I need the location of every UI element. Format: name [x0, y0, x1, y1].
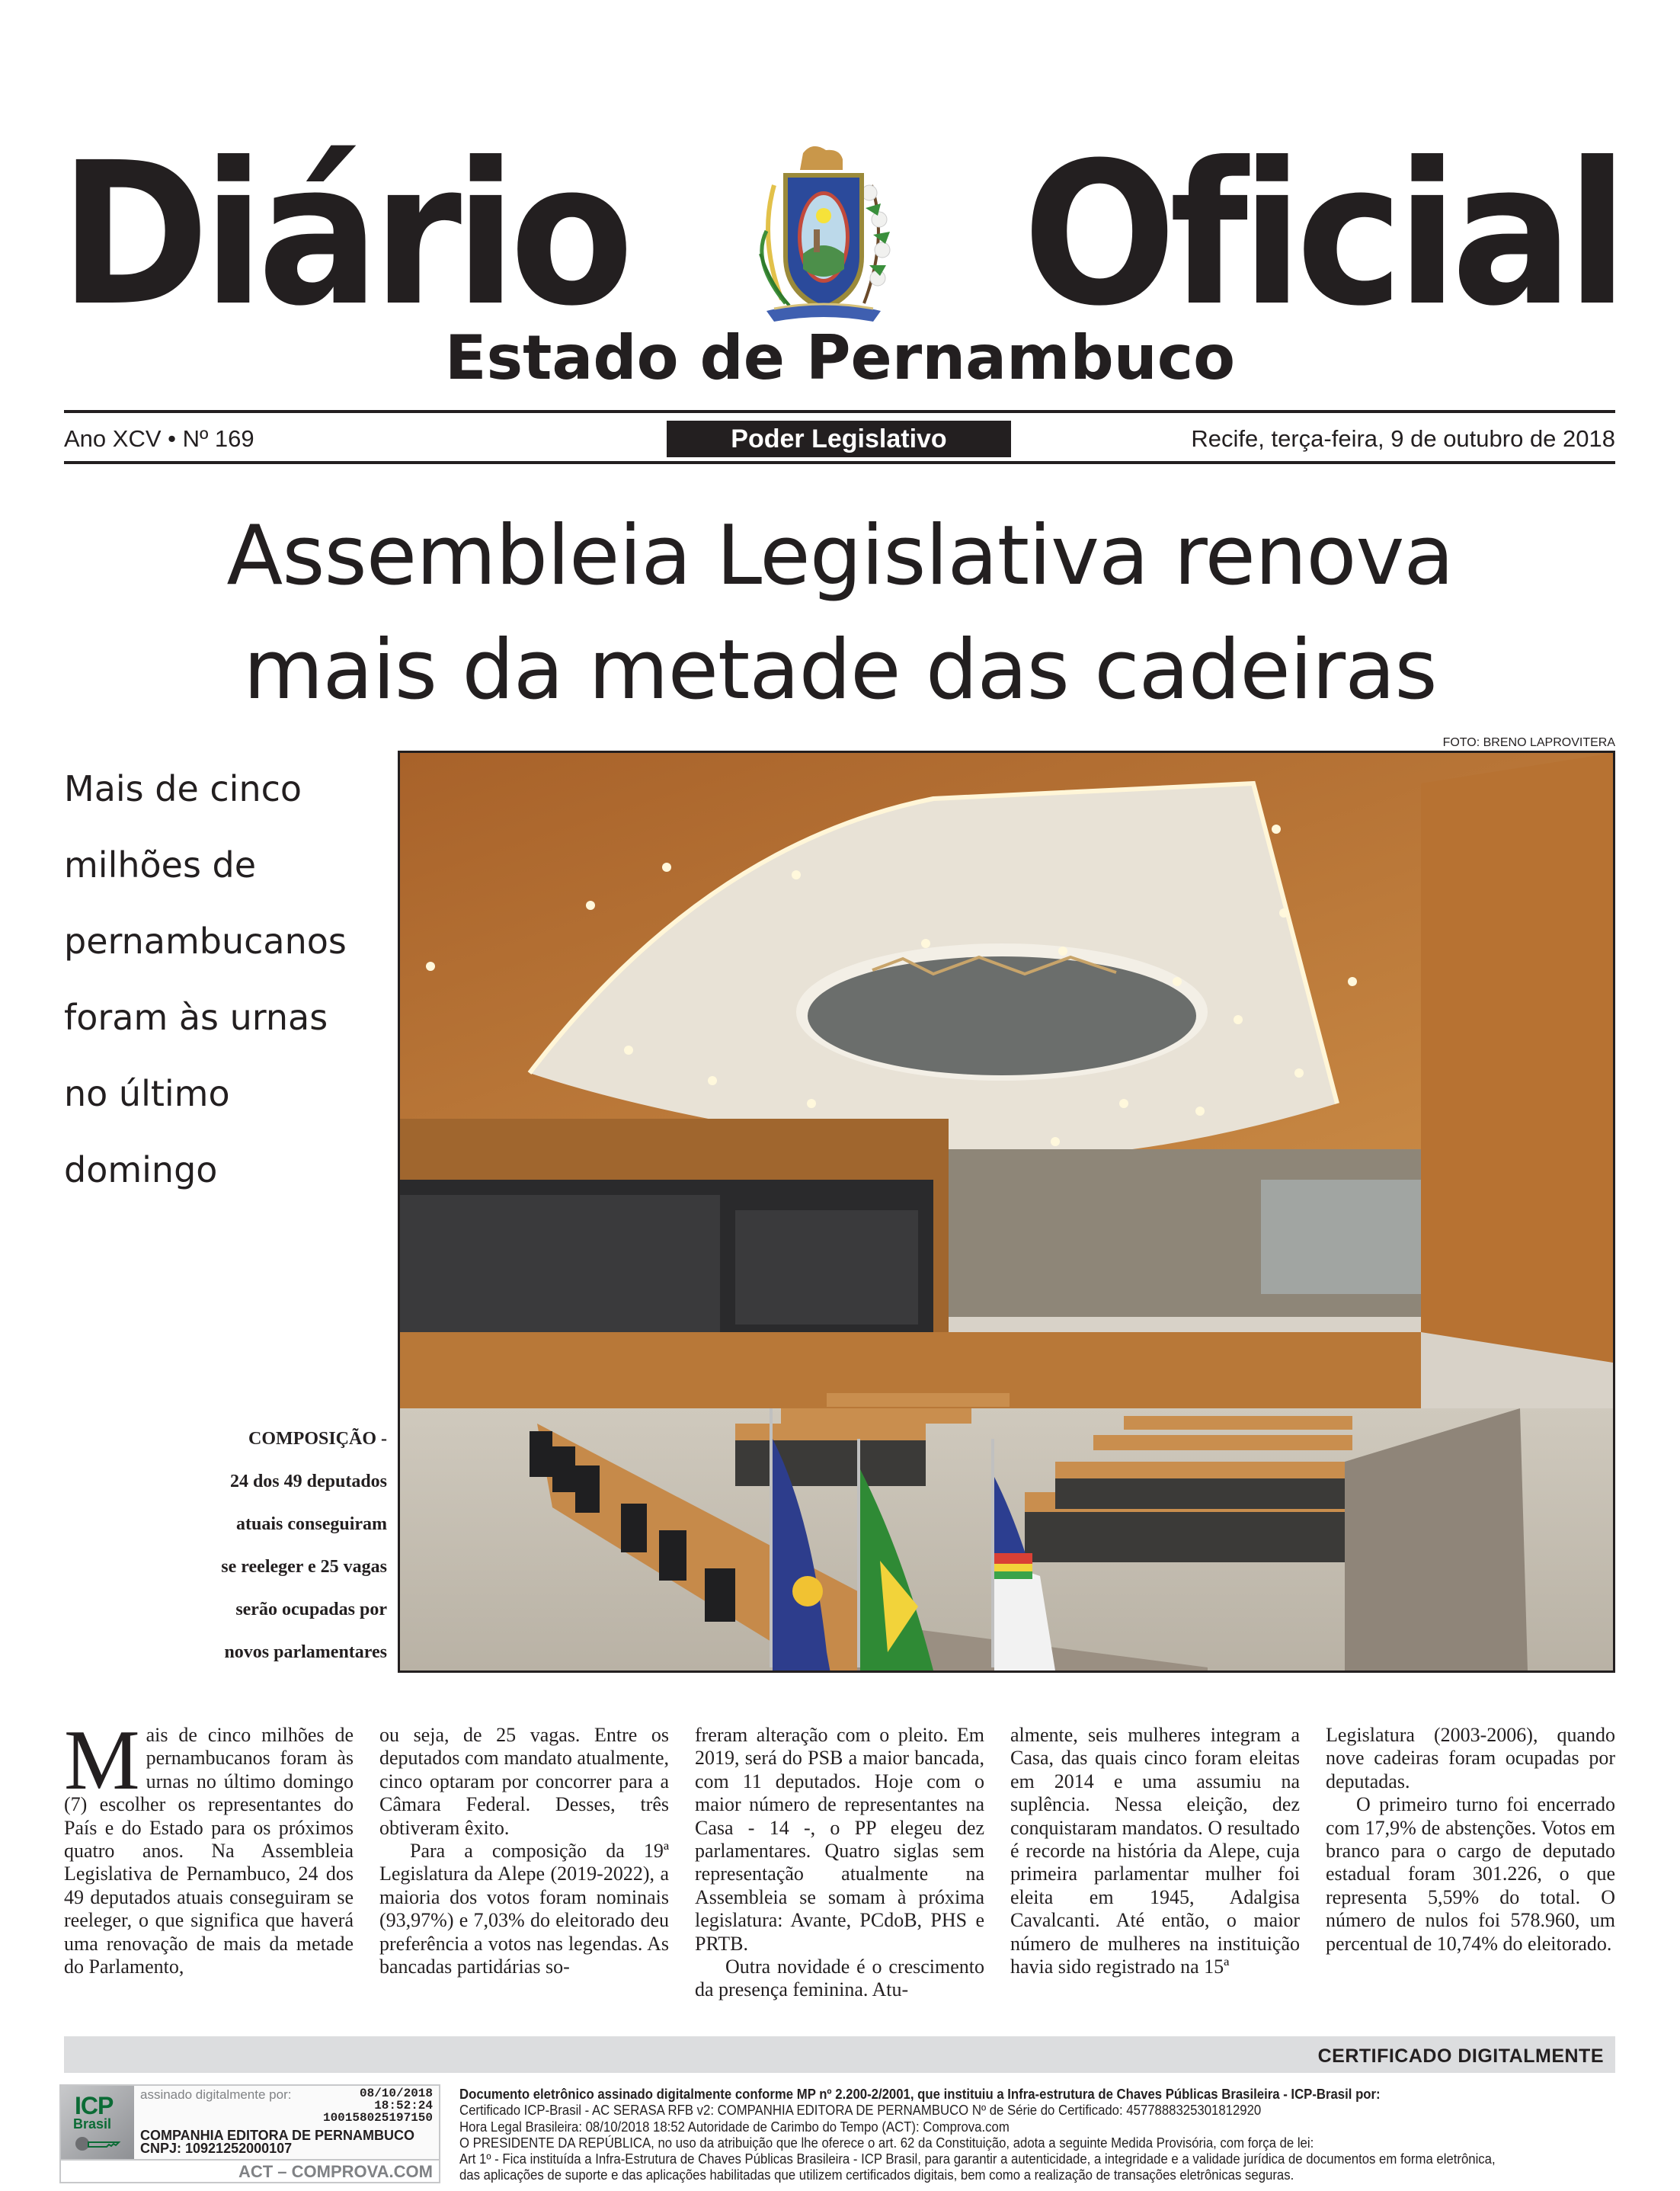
brasil-logo-text: Brasil: [73, 2116, 112, 2132]
legal-notice: [459, 2087, 1537, 2184]
company-cnpj: CNPJ: 10921252000107: [140, 2141, 293, 2156]
signature-timestamp: [323, 2087, 433, 2124]
icp-brasil-logo: [61, 2086, 134, 2159]
legal-line: Hora Legal Brasileira: 08/10/2018 18:52 Autoridade de Carimbo do Tempo (ACT): Comprova.com: [459, 2119, 1010, 2135]
article-paragraph: ou seja, de 25 vagas. Entre os deputados com mandato atualmente, cinco optaram por concorrer para a Câmara Federal. Desses, três obtiveram êxito.: [379, 1724, 669, 1839]
legal-line: O PRESIDENTE DA REPÚBLICA, no uso da atribuição que lhe oferece o art. 62 da Constituição, adota a seguinte Medida Provisória, com força de lei:: [459, 2135, 1314, 2151]
article-paragraph: ais de cinco milhões de pernambucanos foram às urnas no último domingo (7) escolher os representantes do País e do Estado para os próximos quatro anos. Na Assembleia Legislativa de Pernambuco, 24 dos 49 deputados atuais conseguiram se reeleger, o que significa que haverá uma renovação de mais da metade do Parlamento,: [64, 1724, 354, 1978]
signature-serial: 100158025197150: [322, 2111, 433, 2125]
headline-line-2: mais da metade das cadeiras: [243, 623, 1437, 718]
edition-number: Ano XCV • Nº 169: [64, 425, 254, 452]
deck-line: Mais de cinco: [64, 768, 302, 809]
headline-line-1: Assembleia Legislativa renova: [226, 508, 1454, 604]
article-paragraph: Legislatura (2003-2006), quando nove cadeiras foram ocupadas por deputadas.: [1326, 1724, 1615, 1792]
certificate-label: CERTIFICADO DIGITALMENTE: [1317, 2045, 1604, 2067]
caption-line: atuais conseguiram: [236, 1514, 387, 1534]
drop-cap: M: [64, 1713, 140, 1808]
photo-credit: FOTO: BRENO LAPROVITERA: [1442, 736, 1615, 749]
legal-line: Art 1º - Fica instituída a Infra-Estrutura de Chaves Públicas Brasileira - ICP Brasil, para garantir a autenticidade, a integridade e a validade jurídica de documentos em forma eletrônica,: [459, 2151, 1496, 2167]
deck-line: milhões de: [64, 844, 257, 886]
deck: [64, 751, 384, 1208]
article-column-2: [379, 1724, 669, 2002]
caption-line: COMPOSIÇÃO -: [248, 1429, 387, 1449]
icp-logo-text: ICP: [75, 2092, 114, 2119]
masthead-subtitle: Estado de Pernambuco: [444, 322, 1236, 393]
deck-line: pernambucanos: [64, 921, 347, 962]
caption-line: serão ocupadas por: [235, 1600, 387, 1619]
article-body: [64, 1713, 1615, 2002]
article-paragraph: O primeiro turno foi encerrado com 17,9% de abstenções. Votos em branco para o cargo de deputado estadual foram 301.226, o que representa 5,59% do total. O número de nulos foi 578.960, um percentual de 10,74% do eleitorado.: [1326, 1793, 1615, 1955]
signature-date: 08/10/2018: [359, 2087, 433, 2100]
deck-line: domingo: [64, 1149, 218, 1190]
caption-line: novos parlamentares: [224, 1642, 387, 1662]
deck-line: no último: [64, 1073, 230, 1114]
article-paragraph: freram alteração com o pleito. Em 2019, será do PSB a maior bancada, com 11 deputados. Hoje com o maior número de representantes na Casa - 14 -, o PP elegeu dez parlamentares. Quatro siglas sem representação atualmente na Assembleia se somam à próxima legislatura: Avante, PCdoB, PHS e PRTB.: [695, 1724, 984, 1955]
article-paragraph: almente, seis mulheres integram a Casa, das quais cinco foram eleitas em 2014 e uma assumiu na suplência. Nessa eleição, dez conquistaram mandatos. O resultado é recorde na história da Alepe, cuja primeira parlamentar mulher foi eleita em 1945, Adalgisa Cavalcanti. Até então, o maior número de mulheres na instituição havia sido registrado na 15ª: [1010, 1724, 1300, 1978]
masthead-title: [59, 120, 1621, 349]
article-column-5: [1326, 1724, 1615, 2002]
legal-line: das aplicações de suporte e das aplicações habilitadas que utilizem certificados digitais, bem como a realização de transações eletrônicas seguras.: [459, 2167, 1294, 2183]
dateline: Recife, terça-feira, 9 de outubro de 2018: [1191, 425, 1615, 452]
article-paragraph: Outra novidade é o crescimento da presença feminina. Atu-: [695, 1956, 984, 2001]
masthead-bottom-rule: [64, 461, 1615, 464]
company-name: COMPANHIA EDITORA DE PERNAMBUCO: [140, 2128, 415, 2143]
act-comprova-link: ACT – COMPROVA.COM: [61, 2159, 439, 2182]
section-badge: Poder Legislativo: [667, 421, 1011, 457]
signed-by-label: assinado digitalmente por:: [140, 2087, 292, 2102]
signature-time: 18:52:24: [374, 2099, 433, 2113]
masthead-title-right: Oficial: [1022, 120, 1621, 349]
photo-caption: [175, 1417, 387, 1674]
key-icon: [75, 2135, 123, 2153]
article-column-1: [64, 1713, 354, 2002]
article-paragraph: Para a composição da 19ª Legislatura da Alepe (2019-2022), a maioria dos votos foram nominais (93,97%) e 7,03% do eleitorado deu preferência a votos nas legendas. As bancadas partidárias so-: [379, 1840, 669, 1978]
masthead-top-rule: [64, 410, 1615, 413]
article-column-4: [1010, 1724, 1300, 2002]
legal-line: Documento eletrônico assinado digitalmente conforme MP nº 2.200-2/2001, que instituiu a Infra-estrutura de Chaves Públicas Brasileira - ICP-Brasil por:: [459, 2087, 1381, 2102]
pernambuco-coat-of-arms-icon: [744, 139, 904, 330]
article-column-3: [695, 1724, 984, 2002]
headline: [0, 499, 1680, 728]
plenary-photo: [398, 751, 1615, 1673]
signer-company: [140, 2129, 414, 2155]
digital-signature-stamp: [59, 2084, 440, 2183]
masthead-title-left: Diário: [59, 120, 627, 349]
caption-line: 24 dos 49 deputados: [229, 1472, 387, 1491]
legal-line: Certificado ICP-Brasil - AC SERASA RFB v2: COMPANHIA EDITORA DE PERNAMBUCO Nº de Série do Certificado: 4577888325301812920: [459, 2103, 1262, 2119]
caption-line: se reeleger e 25 vagas: [221, 1557, 387, 1577]
deck-line: foram às urnas: [64, 997, 328, 1038]
